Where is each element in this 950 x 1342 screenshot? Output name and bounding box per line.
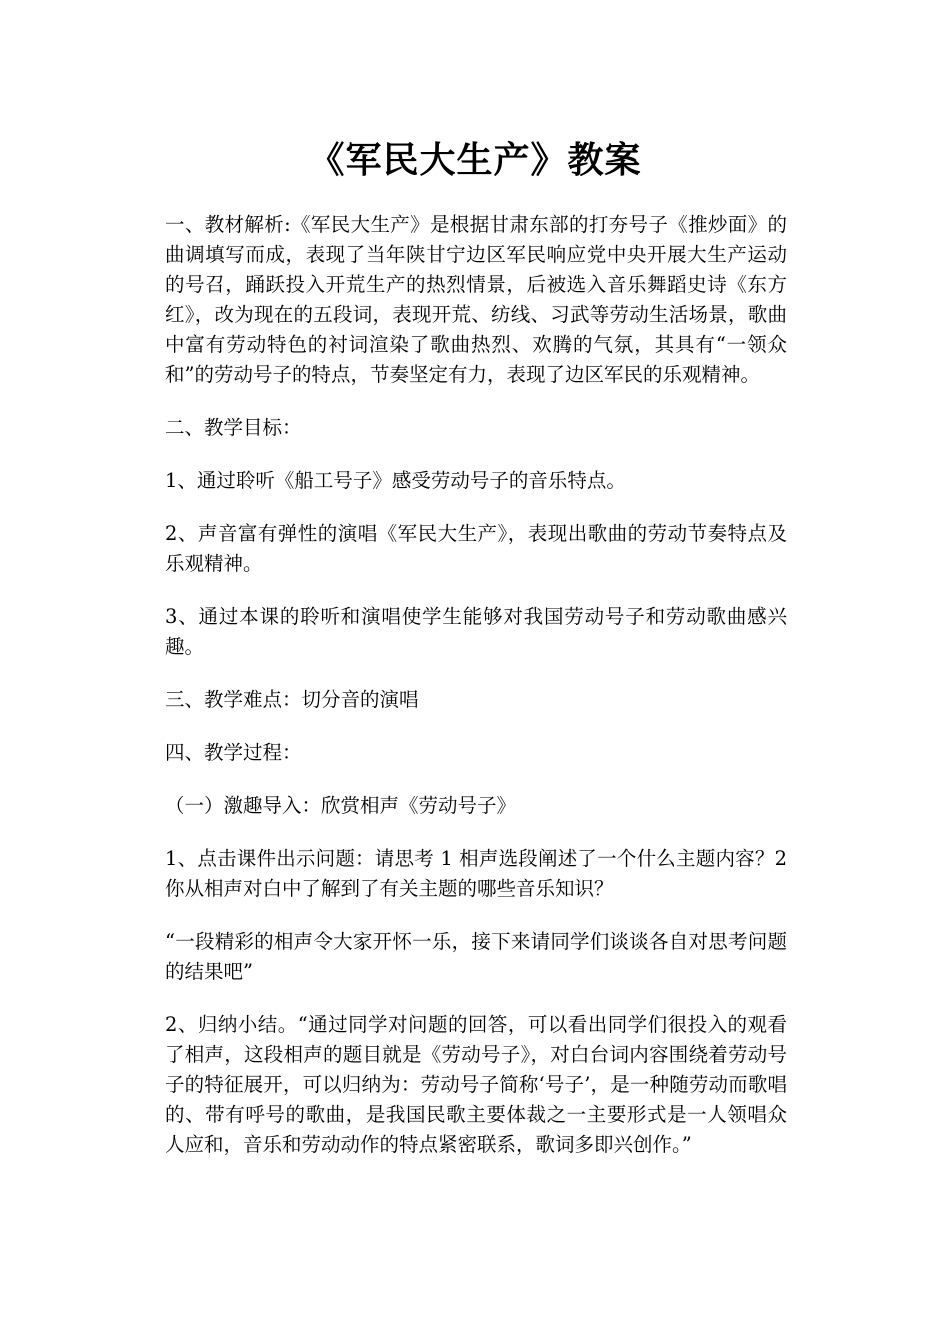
paragraph-quote: “一段精彩的相声令大家开怀一乐，接下来请同学们谈谈各自对思考问题的结果吧” xyxy=(165,930,787,983)
paragraph-goal-1: 1、通过聆听《船工号子》感受劳动号子的音乐特点。 xyxy=(165,469,626,492)
document-title: 《军民大生产》教案 xyxy=(308,139,642,181)
paragraph-step-1: 1、点击课件出示问题：请思考 1 相声选段阐述了一个什么主题内容？2 你从相声对白中了解到了有关主题的哪些音乐知识？ xyxy=(165,847,787,900)
heading-introduction: （一）激趣导入：欣赏相声《劳动号子》 xyxy=(165,794,517,817)
heading-teaching-difficulty: 三、教学难点：切分音的演唱 xyxy=(165,688,419,711)
heading-teaching-process: 四、教学过程： xyxy=(165,741,302,764)
paragraph-step-2: 2、归纳小结。“通过同学对问题的回答，可以看出同学们很投入的观看了相声，这段相声的题目就是《劳动号子》，对白台词内容围绕着劳动号子的特征展开，可以归纳为：劳动号子简称‘号子’，是一种随劳动而歌唱的、带有呼号的歌曲，是我国民歌主要体裁之一主要形式是一人领唱众人应和，音乐和劳动动作的特点紧密联系，歌词多即兴创作。” xyxy=(165,1013,787,1156)
paragraph-textbook-analysis: 一、教材解析:《军民大生产》是根据甘肃东部的打夯号子《推炒面》的曲调填写而成，表现了当年陕甘宁边区军民响应党中央开展大生产运动的号召，踊跃投入开荒生产的热烈情景，后被选入音乐舞蹈史诗《东方红》，改为现在的五段词，表现开荒、纺线、习武等劳动生活场景，歌曲中富有劳动特色的衬词渲染了歌曲热烈、欢腾的气氛，其具有“一领众和”的劳动号子的特点，节奏坚定有力，表现了边区军民的乐观精神。 xyxy=(165,213,787,386)
heading-teaching-goals: 二、教学目标： xyxy=(165,416,302,439)
paragraph-goal-2: 2、声音富有弹性的演唱《军民大生产》，表现出歌曲的劳动节奏特点及乐观精神。 xyxy=(165,522,787,575)
paragraph-goal-3: 3、通过本课的聆听和演唱使学生能够对我国劳动号子和劳动歌曲感兴趣。 xyxy=(165,605,787,658)
document-body xyxy=(165,210,787,1183)
